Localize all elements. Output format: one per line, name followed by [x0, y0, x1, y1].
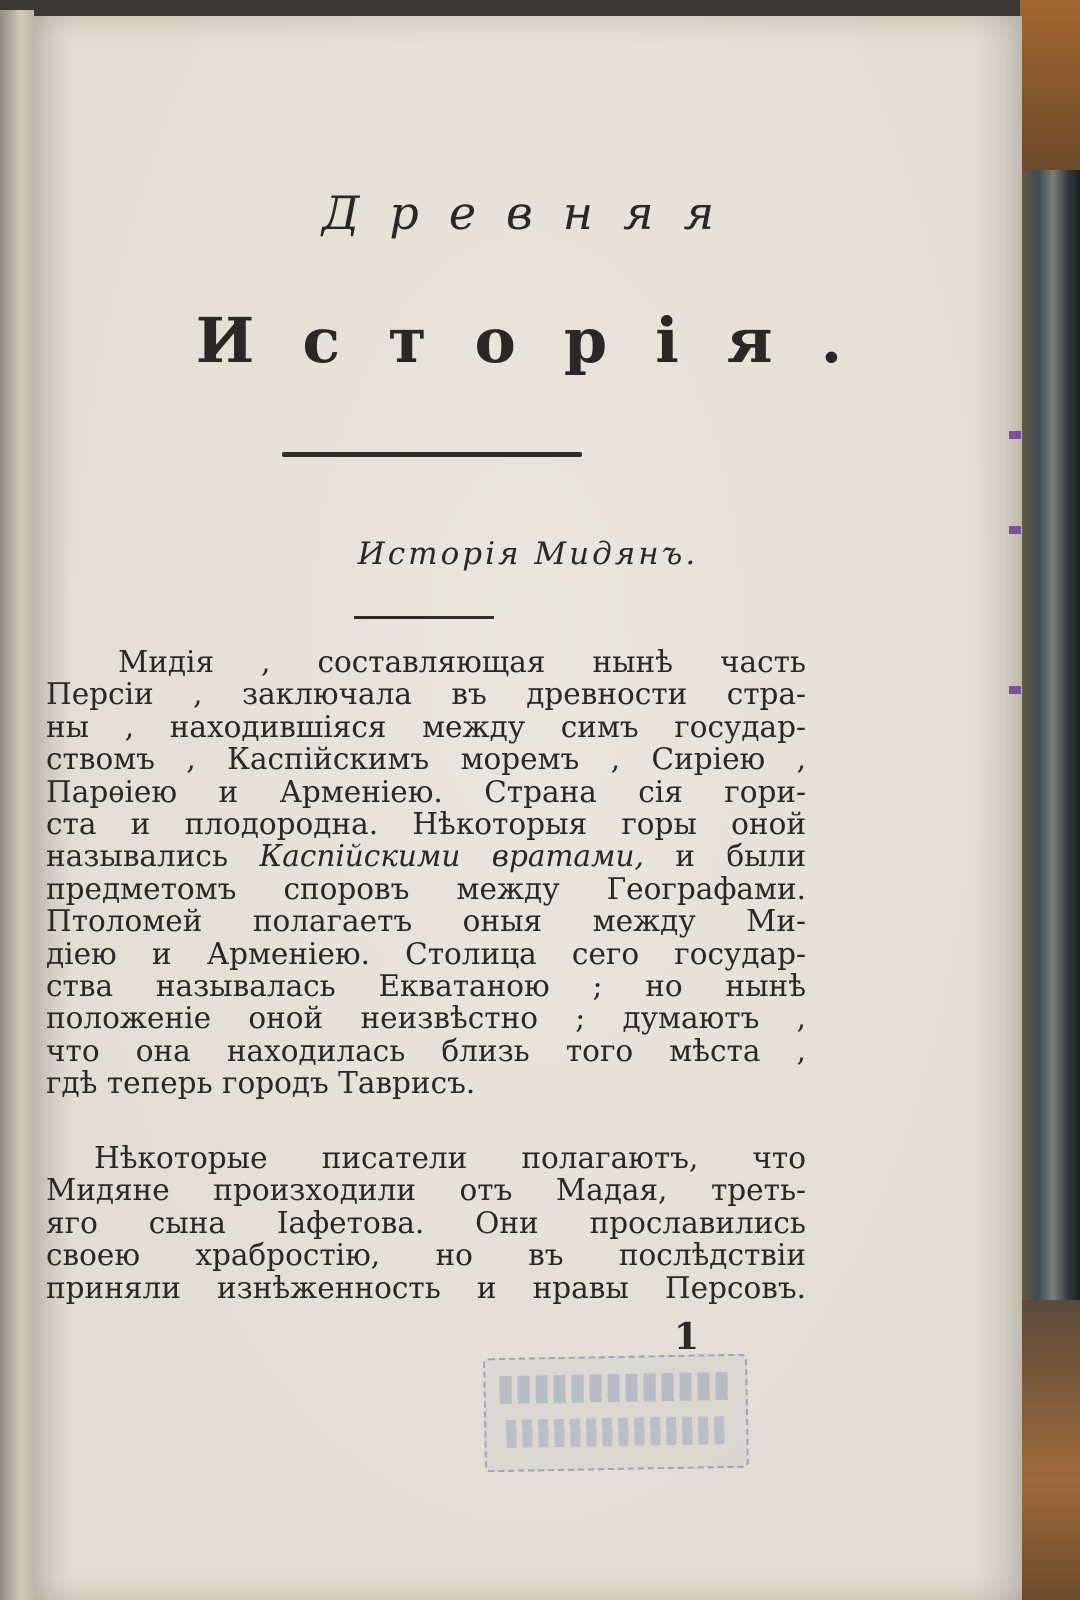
- text-line: гдѣ теперь городъ Таврисъ.: [46, 1066, 476, 1101]
- left-page-edge: [0, 10, 34, 1600]
- signature-mark: 1: [674, 1316, 700, 1358]
- text-line: діею и Арменіею. Столица сего государ-: [46, 936, 806, 971]
- text-line-with-italic: [46, 840, 806, 872]
- text-line: Парѳіею и Арменіею. Страна сія гори-: [46, 774, 806, 809]
- title-line-2: Исторія.: [195, 304, 891, 377]
- section-divider: [354, 616, 494, 619]
- paragraph-1: [46, 646, 806, 1100]
- text-line: Птоломей полагаетъ оныя между Ми-: [46, 904, 806, 939]
- text-line: ны , находившіяся между симъ государ-: [46, 709, 806, 744]
- text-line: положеніе оной неизвѣстно ; думаютъ ,: [46, 1001, 806, 1036]
- title-line-1: Древняя: [321, 186, 745, 240]
- title-divider: [282, 452, 582, 457]
- bookmark-tab: [1009, 526, 1021, 534]
- section-title: Исторія Мидянъ.: [357, 536, 699, 572]
- bookmark-tab: [1009, 431, 1021, 439]
- book-page: [34, 16, 1022, 1600]
- text-line: яго сына Іафетова. Они прославились: [46, 1205, 806, 1240]
- text-segment: назывались: [46, 839, 260, 874]
- text-line: Мидяне произходили отъ Мадая, треть-: [46, 1173, 806, 1208]
- text-line: Мидія , составляющая нынѣ часть: [118, 645, 806, 679]
- text-line: предметомъ споровъ между Географами.: [46, 871, 806, 906]
- paragraph-2: [46, 1142, 806, 1304]
- text-line: своею храбростію, но въ послѣдствіи: [46, 1238, 806, 1273]
- text-line: Нѣкоторые писатели полагаютъ, что: [94, 1141, 806, 1175]
- text-line: что она находилась близь того мѣста ,: [46, 1033, 806, 1068]
- text-line: Персіи , заключала въ древности стра-: [46, 677, 806, 712]
- text-line: приняли изнѣженность и нравы Персовъ.: [46, 1270, 806, 1305]
- library-stamp: [483, 1354, 749, 1473]
- text-segment: и были: [643, 839, 806, 874]
- bookmark-tab: [1009, 686, 1021, 694]
- book-spine-top: [1020, 0, 1080, 170]
- text-line: ствомъ , Каспійскимъ моремъ , Сиріею ,: [46, 742, 806, 777]
- book-spine-bottom: [1020, 1300, 1080, 1600]
- text-line: ства называлась Екватаною ; но нынѣ: [46, 969, 806, 1004]
- italic-phrase: Каспійскими вратами,: [259, 839, 644, 874]
- text-line: ста и плодородна. Нѣкоторыя горы оной: [46, 807, 806, 842]
